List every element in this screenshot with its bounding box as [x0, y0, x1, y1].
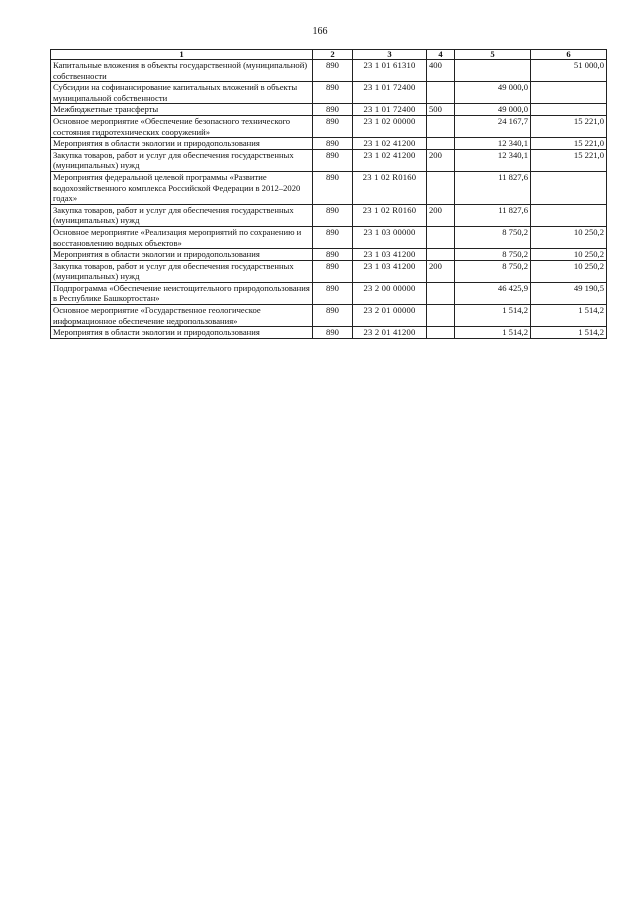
amount-col5-cell: 1 514,2	[455, 327, 531, 339]
row-name-cell: Капитальные вложения в объекты государственной (муниципальной) собственности	[51, 60, 313, 82]
table-row	[51, 249, 607, 261]
expense-type-cell	[427, 249, 455, 261]
column-header-2: 2	[313, 50, 353, 60]
table-row	[51, 204, 607, 226]
ministry-code-cell: 890	[313, 305, 353, 327]
row-name-cell: Закупка товаров, работ и услуг для обеспечения государственных (муниципальных) нужд	[51, 204, 313, 226]
ministry-code-cell: 890	[313, 171, 353, 204]
table-row	[51, 115, 607, 137]
table-row	[51, 82, 607, 104]
expense-type-cell	[427, 115, 455, 137]
table-row	[51, 60, 607, 82]
amount-col5-cell: 49 000,0	[455, 104, 531, 116]
table-row	[51, 226, 607, 248]
amount-col5-cell: 1 514,2	[455, 305, 531, 327]
table-row	[51, 305, 607, 327]
expense-type-cell	[427, 327, 455, 339]
page-number: 166	[312, 26, 328, 37]
expense-type-cell: 400	[427, 60, 455, 82]
table-row	[51, 138, 607, 150]
row-name-cell: Мероприятия федеральной целевой программы «Развитие водохозяйственного комплекса Российской Федерации в 2012–2020 годах»	[51, 171, 313, 204]
expense-type-cell	[427, 282, 455, 304]
row-name-cell: Мероприятия в области экологии и природопользования	[51, 249, 313, 261]
amount-col6-cell: 1 514,2	[531, 305, 607, 327]
target-article-cell: 23 1 03 41200	[353, 260, 427, 282]
amount-col5-cell: 24 167,7	[455, 115, 531, 137]
table-row	[51, 171, 607, 204]
target-article-cell: 23 1 02 41200	[353, 138, 427, 150]
amount-col6-cell	[531, 104, 607, 116]
ministry-code-cell: 890	[313, 282, 353, 304]
amount-col5-cell: 8 750,2	[455, 260, 531, 282]
expense-type-cell	[427, 171, 455, 204]
amount-col6-cell	[531, 204, 607, 226]
target-article-cell: 23 1 02 00000	[353, 115, 427, 137]
amount-col6-cell: 51 000,0	[531, 60, 607, 82]
target-article-cell: 23 2 00 00000	[353, 282, 427, 304]
table-row	[51, 327, 607, 339]
amount-col6-cell: 15 221,0	[531, 138, 607, 150]
row-name-cell: Закупка товаров, работ и услуг для обеспечения государственных (муниципальных) нужд	[51, 260, 313, 282]
amount-col5-cell: 12 340,1	[455, 149, 531, 171]
budget-table	[50, 49, 607, 339]
target-article-cell: 23 1 01 72400	[353, 82, 427, 104]
row-name-cell: Подпрограмма «Обеспечение неистощительного природопользования в Республике Башкортостан»	[51, 282, 313, 304]
amount-col6-cell: 10 250,2	[531, 260, 607, 282]
ministry-code-cell: 890	[313, 226, 353, 248]
expense-type-cell: 200	[427, 149, 455, 171]
target-article-cell: 23 1 01 61310	[353, 60, 427, 82]
ministry-code-cell: 890	[313, 149, 353, 171]
column-header-3: 3	[353, 50, 427, 60]
expense-type-cell	[427, 82, 455, 104]
amount-col5-cell: 12 340,1	[455, 138, 531, 150]
table-row	[51, 149, 607, 171]
expense-type-cell	[427, 226, 455, 248]
amount-col6-cell	[531, 171, 607, 204]
ministry-code-cell: 890	[313, 138, 353, 150]
row-name-cell: Межбюджетные трансферты	[51, 104, 313, 116]
target-article-cell: 23 1 02 R0160	[353, 171, 427, 204]
amount-col5-cell: 46 425,9	[455, 282, 531, 304]
amount-col6-cell: 49 190,5	[531, 282, 607, 304]
ministry-code-cell: 890	[313, 82, 353, 104]
target-article-cell: 23 1 01 72400	[353, 104, 427, 116]
target-article-cell: 23 1 03 41200	[353, 249, 427, 261]
amount-col5-cell: 11 827,6	[455, 171, 531, 204]
row-name-cell: Основное мероприятие «Государственное геологическое информационное обеспечение недропользования»	[51, 305, 313, 327]
ministry-code-cell: 890	[313, 327, 353, 339]
amount-col6-cell: 10 250,2	[531, 226, 607, 248]
target-article-cell: 23 1 02 R0160	[353, 204, 427, 226]
ministry-code-cell: 890	[313, 115, 353, 137]
expense-type-cell: 500	[427, 104, 455, 116]
amount-col6-cell: 15 221,0	[531, 149, 607, 171]
amount-col6-cell	[531, 82, 607, 104]
header-row	[51, 50, 607, 60]
expense-type-cell	[427, 138, 455, 150]
expense-type-cell: 200	[427, 260, 455, 282]
target-article-cell: 23 2 01 41200	[353, 327, 427, 339]
row-name-cell: Основное мероприятие «Реализация мероприятий по сохранению и восстановлению водных объектов»	[51, 226, 313, 248]
row-name-cell: Основное мероприятие «Обеспечение безопасного технического состояния гидротехнических сооружений»	[51, 115, 313, 137]
ministry-code-cell: 890	[313, 60, 353, 82]
column-header-4: 4	[427, 50, 455, 60]
ministry-code-cell: 890	[313, 204, 353, 226]
amount-col5-cell: 49 000,0	[455, 82, 531, 104]
amount-col6-cell: 1 514,2	[531, 327, 607, 339]
row-name-cell: Мероприятия в области экологии и природопользования	[51, 138, 313, 150]
table-row	[51, 282, 607, 304]
expense-type-cell: 200	[427, 204, 455, 226]
ministry-code-cell: 890	[313, 249, 353, 261]
column-header-5: 5	[455, 50, 531, 60]
table-row	[51, 260, 607, 282]
amount-col5-cell	[455, 60, 531, 82]
amount-col5-cell: 8 750,2	[455, 249, 531, 261]
table-row	[51, 104, 607, 116]
amount-col6-cell: 15 221,0	[531, 115, 607, 137]
row-name-cell: Субсидии на софинансирование капитальных вложений в объекты муниципальной собственности	[51, 82, 313, 104]
column-header-6: 6	[531, 50, 607, 60]
ministry-code-cell: 890	[313, 104, 353, 116]
target-article-cell: 23 1 02 41200	[353, 149, 427, 171]
expense-type-cell	[427, 305, 455, 327]
row-name-cell: Мероприятия в области экологии и природопользования	[51, 327, 313, 339]
ministry-code-cell: 890	[313, 260, 353, 282]
row-name-cell: Закупка товаров, работ и услуг для обеспечения государственных (муниципальных) нужд	[51, 149, 313, 171]
target-article-cell: 23 2 01 00000	[353, 305, 427, 327]
amount-col5-cell: 8 750,2	[455, 226, 531, 248]
amount-col5-cell: 11 827,6	[455, 204, 531, 226]
amount-col6-cell: 10 250,2	[531, 249, 607, 261]
target-article-cell: 23 1 03 00000	[353, 226, 427, 248]
column-header-1: 1	[51, 50, 313, 60]
